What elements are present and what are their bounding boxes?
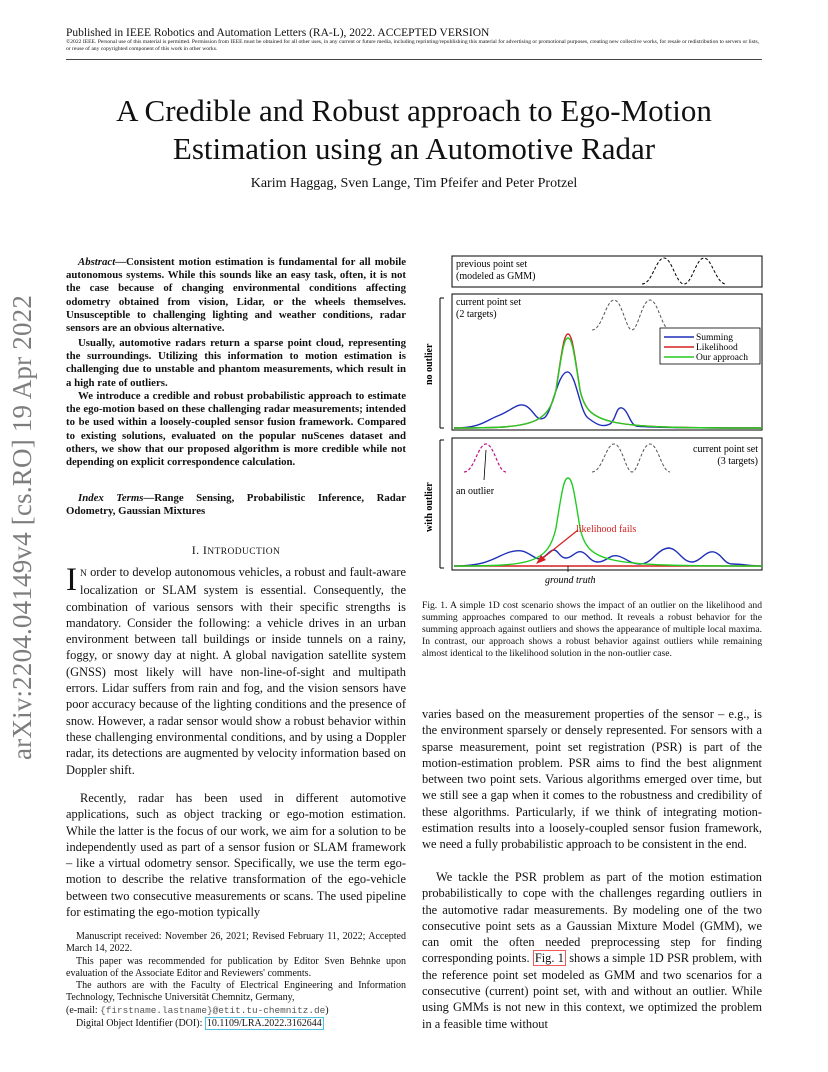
summing-curve-with-outlier <box>454 548 762 566</box>
footnote-affiliation: The authors are with the Faculty of Electrical Engineering and Information Technology, Technische Universität Chemnitz, Germany, <box>66 980 406 1004</box>
intro-text-1: order to develop autonomous vehicles, a robust and fault-aware localization or SLAM system is essential. Consequently, the combination of various sensors with their specific strengths is mandatory. Consider the following: a vehicle drives in an urban environment between tall buildings or inside tunnels on a rainy, foggy, or snowy day at night. A global navigation satellite system (GNSS) most likely will have non-line-of-sight and multipath errors. Lidar suffers from rain and fog, and the vision sensors have poor accuracy because of the lighting conditions and the presence of snow. However, a radar sensor would show a robust behavior within these challenging environmental conditions, and by using a Doppler radar, its detections are augmented by velocity information based on Doppler shift. <box>66 565 406 777</box>
index-terms <box>66 492 406 518</box>
title-line-2: Estimation using an Automotive Radar <box>172 131 656 166</box>
abstract-paragraph-2: Usually, automotive radars return a sparse point cloud, representing the surroundings. Utilizing this information to motion estimation is challenging due to unstable and phantom measurements, which result in a high rate of outliers. <box>66 337 406 389</box>
authors: Karim Haggag, Sven Lange, Tim Pfeifer and Peter Protzel <box>250 176 578 191</box>
email-prefix: (e-mail: <box>66 1005 101 1016</box>
section-heading <box>66 543 406 558</box>
current2-label-1: current point set <box>456 297 521 308</box>
doi-label: Digital Object Identifier (DOI): <box>76 1018 205 1029</box>
copyright-notice: ©2022 IEEE. Personal use of this material is permitted. Permission from IEEE must be obtained for all other uses, in any current or future media, including reprinting/republishing this material for advertising or promotional purposes, creating new collective works, for resale or redistribution to servers or lists, or reuse of any copyrighted component of this work in other works. <box>66 39 760 53</box>
current-3-targets-curve <box>592 444 670 472</box>
legend-ours: Our approach <box>696 353 748 363</box>
doi-link[interactable]: 10.1109/LRA.2022.3162644 <box>206 1018 322 1029</box>
with-outlier-panel <box>452 438 762 570</box>
current2-label-2: (2 targets) <box>456 309 497 320</box>
prev-label-1: previous point set <box>456 259 528 270</box>
footnote-received: Manuscript received: November 26, 2021; Revised February 11, 2022; Accepted March 14, 2022. <box>66 931 406 955</box>
header-rule <box>66 59 762 60</box>
footnote-email <box>66 1005 406 1017</box>
legend-likelihood: Likelihood <box>696 343 738 353</box>
previous-gmm-curve <box>642 258 726 284</box>
figure-1 <box>420 250 772 590</box>
dropcap: I <box>66 562 77 598</box>
arxiv-stamp: arXiv:2204.04149v4 [cs.RO] 19 Apr 2022 <box>7 294 37 760</box>
index-terms-label: Index Terms— <box>78 492 155 504</box>
section-title-rest: NTRODUCTION <box>207 547 281 557</box>
intro-paragraph-1 <box>66 564 406 778</box>
likelihood-fails-label: likelihood fails <box>576 524 637 535</box>
ground-truth-label: ground truth <box>545 575 596 586</box>
figure-caption: Fig. 1. A simple 1D cost scenario shows the impact of an outlier on the likelihood and summing approaches compared to our method. It reveals a robust behavior for the summing approach against outliers and shows the appearance of multiple local maxima. In contrast, our approach shows a robust behavior against outliers while remaining almost identical to the likelihood solution in the non-outlier case. <box>422 600 762 660</box>
title-line-1: A Credible and Robust approach to Ego-Motion <box>116 93 712 128</box>
footnote-editor: This paper was recommended for publication by Editor Sven Behnke upon evaluation of the Associate Editor and Reviewers' comments. <box>66 956 406 980</box>
label-no-outlier: no outlier <box>424 343 435 385</box>
current3-label-1: current point set <box>693 444 758 455</box>
current3-label-2: (3 targets) <box>717 456 758 467</box>
index-terms-text: Range Sensing, Probabilistic Inference, Radar Odometry, Gaussian Mixtures <box>66 492 406 518</box>
right-text-2b: shows a simple 1D PSR problem, with the reference point set modeled as GMM and two scenarios for a consecutive (current) point set, with and without an outlier. While using GMMs is not new in this context, we optimized the problem in a feasible time without <box>422 951 762 1031</box>
right-text-2a: We tackle the PSR problem as part of the motion estimation probabilistically to cope with the challenges regarding outliers in the automotive radar measurements. By modeling one of the two consecutive point sets as a Gaussian Mixture Model (GMM), we can omit the often needed preprocessing step for finding corresponding points. <box>422 870 762 966</box>
right-paragraph-2 <box>422 869 762 1032</box>
an-outlier-label: an outlier <box>456 486 495 497</box>
intro-paragraph-2: Recently, radar has been used in different automotive applications, such as object tracking or ego-motion estimation. While the latter is the focus of our work, we aim for a solution to be independently used as part of a sensor fusion or SLAM framework – like a virtual odometry sensor. Specifically, we use the term ego-motion to describe the relative transformation of the ego-vehicle between two consecutive measurements or scans. The used pipeline for estimating the ego-motion typically <box>66 791 406 920</box>
journal-header: Published in IEEE Robotics and Automation Letters (RA-L), 2022. ACCEPTED VERSION <box>66 27 490 39</box>
legend-summing: Summing <box>696 333 733 343</box>
right-paragraph-1: varies based on the measurement properties of the sensor – e.g., is the environment sparsely or densely represented. For sensors with a sparse measurement, point set registration (PSR) is part of the motion-estimation problem. PSR aims to find the best alignment between two point sets. Various algorithms emerged over time, but we still see a gap when it comes to the robustness and credibility of these algorithms. Particularly, if we think of integrating motion-estimation results into a loosely-coupled sensor fusion framework, we need a fully probabilistic approach to be consistent in the end. <box>422 707 762 852</box>
email-address[interactable]: {firstname.lastname}@etit.tu-chemnitz.de <box>100 1005 326 1016</box>
section-number: I. <box>191 543 200 557</box>
prev-label-2: (modeled as GMM) <box>456 271 536 282</box>
email-suffix: ) <box>325 1005 329 1016</box>
abstract-paragraph-1 <box>66 256 406 335</box>
label-with-outlier: with outlier <box>424 482 435 532</box>
abstract-label: Abstract— <box>78 256 126 268</box>
outlier-pointer <box>484 450 486 480</box>
fig-1-reference-link[interactable]: Fig. 1 <box>534 951 564 966</box>
likelihood-fails-arrow <box>538 530 578 562</box>
paper-title <box>66 92 762 168</box>
current-2-targets-curve <box>592 300 670 330</box>
section-title-initial: I <box>202 543 208 557</box>
summing-curve-no-outlier <box>454 372 762 428</box>
first-word-rest: N <box>80 569 87 579</box>
abstract-text-1: Consistent motion estimation is fundamental for all mobile autonomous systems. While this sounds like an easy task, often, it is not the case because of changing environmental conditions affecting odometry obtained from vision, Lidar, or the wheels themselves. Unsusceptible to challenging lighting and weather conditions, radar sensors are an obvious alternative. <box>66 256 406 335</box>
abstract-paragraph-3: We introduce a credible and robust probabilistic approach to estimate the ego-motion based on these challenging radar measurements; intended to be used within a loosely-coupled sensor fusion framework. Compared to existing solutions, evaluated on the popular nuScenes dataset and others, we show that our proposed algorithm is more credible while not depending on explicit correspondence calculation. <box>66 390 406 469</box>
footnote-doi <box>66 1018 406 1030</box>
